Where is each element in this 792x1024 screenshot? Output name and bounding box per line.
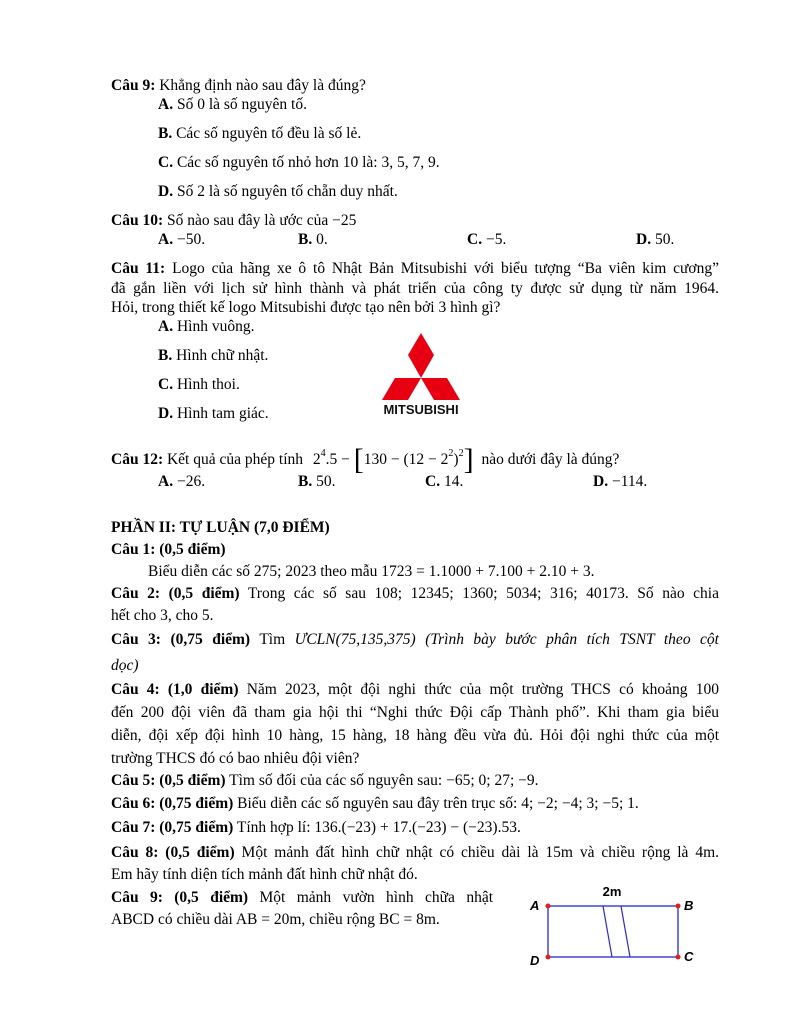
p2-c2-line1 — [111, 584, 719, 604]
option-key: C. — [158, 154, 174, 171]
p2-c1-label: Câu 1: (0,5 điểm) — [111, 541, 226, 558]
p2-c3-text: Tìm — [259, 631, 286, 648]
expr-outer-exp: 2 — [458, 448, 464, 459]
p2-c4-line3: diễn, đội xếp đội hình 10 hàng, 15 hàng, 18 hàng đều vừa đủ. Hỏi đội nghi thức của một — [111, 727, 719, 744]
q12-option-a — [158, 472, 205, 492]
logo-diamond-left — [382, 378, 421, 400]
q10-option-c — [467, 230, 506, 250]
option-key: A. — [158, 318, 174, 335]
garden-rectangle — [548, 906, 678, 957]
p2-c5-label: Câu 5: (0,5 điểm) — [111, 772, 226, 789]
q10-stem — [111, 211, 356, 231]
option-key: B. — [298, 231, 313, 248]
logo-diamond-right — [421, 378, 460, 400]
option-key: D. — [158, 183, 174, 200]
p2-c1-text: Biểu diễn các số 275; 2023 theo mẫu 1723 = 1.1000 + 7.100 + 2.10 + 3. — [148, 563, 595, 580]
p2-c4-label: Câu 4: (1,0 điểm) — [111, 681, 239, 698]
option-key: A. — [158, 231, 174, 248]
part2-title: PHẦN II: TỰ LUẬN (7,0 ĐIỂM) — [111, 519, 330, 536]
p2-c4-line2: đến 200 đội viên đã tham gia hội thi “Nghi thức Đội cấp Thành phố”. Khi tham gia biểu — [111, 704, 719, 721]
p2-c3-line1 — [111, 630, 719, 650]
option-text: Hình thoi. — [176, 376, 240, 393]
option-text: Hình vuông. — [176, 318, 255, 335]
option-text: Các số nguyên tố nhỏ hơn 10 là: 3, 5, 7, 9. — [176, 154, 440, 171]
option-key: D. — [593, 473, 609, 490]
q12-option-c — [425, 472, 463, 492]
p2-c3-line2: dọc) — [111, 657, 139, 674]
option-text: −26. — [176, 473, 206, 490]
q10-option-a — [158, 230, 205, 250]
expr-exp: 4 — [320, 448, 326, 459]
logo-diamond-top — [408, 333, 434, 378]
option-key: C. — [425, 473, 441, 490]
option-text: Số 2 là số nguyên tố chẵn duy nhất. — [176, 183, 398, 200]
p2-c9-text: Một mảnh vườn hình chữa nhật — [259, 889, 494, 906]
p2-c6-label: Câu 6: (0,75 điểm) — [111, 795, 234, 812]
p2-c9-line2: ABCD có chiều dài AB = 20m, chiều rộng BC = 8m. — [111, 911, 440, 928]
p2-c7 — [111, 818, 521, 838]
option-key: C. — [467, 231, 483, 248]
p2-c3-label: Câu 3: (0,75 điểm) — [111, 631, 251, 648]
q11-line1 — [111, 259, 719, 279]
q12-label: Câu 12: — [111, 451, 164, 468]
option-key: C. — [158, 376, 174, 393]
q11-option-c — [158, 375, 240, 395]
garden-figure — [520, 878, 710, 970]
option-text: −5. — [485, 231, 507, 248]
p2-c9-label: Câu 9: (0,5 điểm) — [111, 889, 249, 906]
q10-label: Câu 10: — [111, 212, 164, 229]
option-text: 14. — [443, 473, 464, 490]
p2-c8-line1 — [111, 843, 719, 863]
option-key: B. — [158, 125, 173, 142]
p2-c4-line1 — [111, 680, 719, 700]
label-b: B — [684, 898, 694, 913]
q11-text-1: Logo của hãng xe ô tô Nhật Bản Mitsubishi với biểu tượng “Ba viên kim cương” — [172, 260, 719, 277]
option-key: D. — [636, 231, 652, 248]
p2-c5-text: Tìm số đối của các số nguyên sau: −65; 0; 27; −9. — [229, 772, 539, 789]
p2-c4-text: Năm 2023, một đội nghi thức của một trường THCS có khoảng 100 — [246, 681, 719, 698]
p2-c8-label: Câu 8: (0,5 điểm) — [111, 844, 235, 861]
expr-inner-exp: 2 — [448, 448, 454, 459]
q11-option-a — [158, 317, 254, 337]
option-text: Các số nguyên tố đều là số lẻ. — [176, 125, 362, 142]
p2-c9-line1 — [111, 888, 493, 908]
option-text: Hình chữ nhật. — [176, 347, 269, 364]
q9-option-c — [158, 153, 440, 173]
q9-text: Khẳng định nào sau đây là đúng? — [159, 77, 366, 94]
option-text: Hình tam giác. — [176, 405, 269, 422]
label-c: C — [684, 949, 694, 964]
p2-c5 — [111, 771, 539, 791]
p2-c7-text: Tính hợp lí: 136.(−23) + 17.(−23) − (−23).53. — [236, 819, 521, 836]
point-d — [546, 955, 551, 960]
option-text: 50. — [654, 231, 675, 248]
option-key: D. — [158, 405, 174, 422]
q11-label: Câu 11: — [111, 260, 166, 277]
point-a — [546, 904, 551, 909]
q11-option-d — [158, 404, 269, 424]
q9-stem — [111, 76, 366, 96]
option-key: A. — [158, 96, 174, 113]
option-key: B. — [298, 473, 313, 490]
q12-expression — [312, 443, 478, 476]
p2-c8-line2: Em hãy tính diện tích mảnh đất hình chữ nhật đó. — [111, 866, 418, 883]
q11-line3: Hỏi, trong thiết kế logo Mitsubishi được tạo nên bởi 3 hình gì? — [111, 299, 501, 316]
p2-c3-expr: ƯCLN(75,135,375) — [294, 631, 416, 648]
label-a: A — [530, 898, 540, 913]
point-c — [676, 955, 681, 960]
option-text: −114. — [611, 473, 648, 490]
p2-c6-text: Biểu diễn các số nguyên sau đây trên trục số: 4; −2; −4; 3; −5; 1. — [237, 795, 639, 812]
label-d: D — [530, 953, 540, 968]
expr-bracket-close: ] — [463, 443, 474, 476]
point-b — [676, 904, 681, 909]
q10-option-d — [636, 230, 674, 250]
q9-option-d — [158, 182, 398, 202]
expr-inner: 130 − (12 − 2 — [363, 451, 449, 468]
q12-text-post: nào dưới đây là đúng? — [481, 451, 620, 468]
option-text: 50. — [316, 473, 336, 490]
p2-c7-label: Câu 7: (0,75 điểm) — [111, 819, 234, 836]
p2-c3-note: (Trình bày bước phân tích TSNT theo cột — [425, 631, 719, 648]
p2-c6 — [111, 794, 639, 814]
p2-c2-text: Trong các số sau 108; 12345; 1360; 5034; 316; 40173. Số nào chia — [247, 585, 719, 602]
option-text: Số 0 là số nguyên tố. — [176, 96, 307, 113]
q12-option-d — [593, 472, 647, 492]
option-text: 0. — [316, 231, 328, 248]
option-key: B. — [158, 347, 173, 364]
expr-base: 2 — [312, 451, 321, 468]
option-text: −50. — [176, 231, 206, 248]
q10-text: Số nào sau đây là ước của −25 — [166, 212, 357, 229]
path-edge-right — [621, 906, 630, 957]
p2-c8-text: Một mảnh đất hình chữ nhật có chiều dài là 15m và chiều rộng là 4m. — [241, 844, 719, 861]
q9-option-b — [158, 124, 361, 144]
q12-option-b — [298, 472, 335, 492]
expr-bracket-open: [ — [353, 443, 364, 476]
q10-option-b — [298, 230, 328, 250]
logo-wordmark: MITSUBISHI — [383, 402, 459, 417]
q11-line2: đã gắn liền với lịch sử hình thành và phát triển của công ty được sử dụng từ năm 1964. — [111, 280, 719, 297]
p2-c4-line4: trường THCS đó có bao nhiêu đội viên? — [111, 750, 360, 767]
p2-c2-line2: hết cho 3, cho 5. — [111, 607, 214, 624]
q9-label: Câu 9: — [111, 77, 156, 94]
option-key: A. — [158, 473, 174, 490]
path-width-label: 2m — [602, 884, 622, 899]
mitsubishi-logo — [372, 330, 472, 418]
expr-mid: .5 − — [325, 451, 350, 468]
q12-text: Kết quả của phép tính — [166, 451, 303, 468]
expr-close: ) — [453, 451, 459, 468]
q9-option-a — [158, 95, 307, 115]
q12-stem — [111, 442, 620, 476]
p2-c2-label: Câu 2: (0,5 điểm) — [111, 585, 240, 602]
q11-option-b — [158, 346, 268, 366]
path-edge-left — [603, 906, 612, 957]
